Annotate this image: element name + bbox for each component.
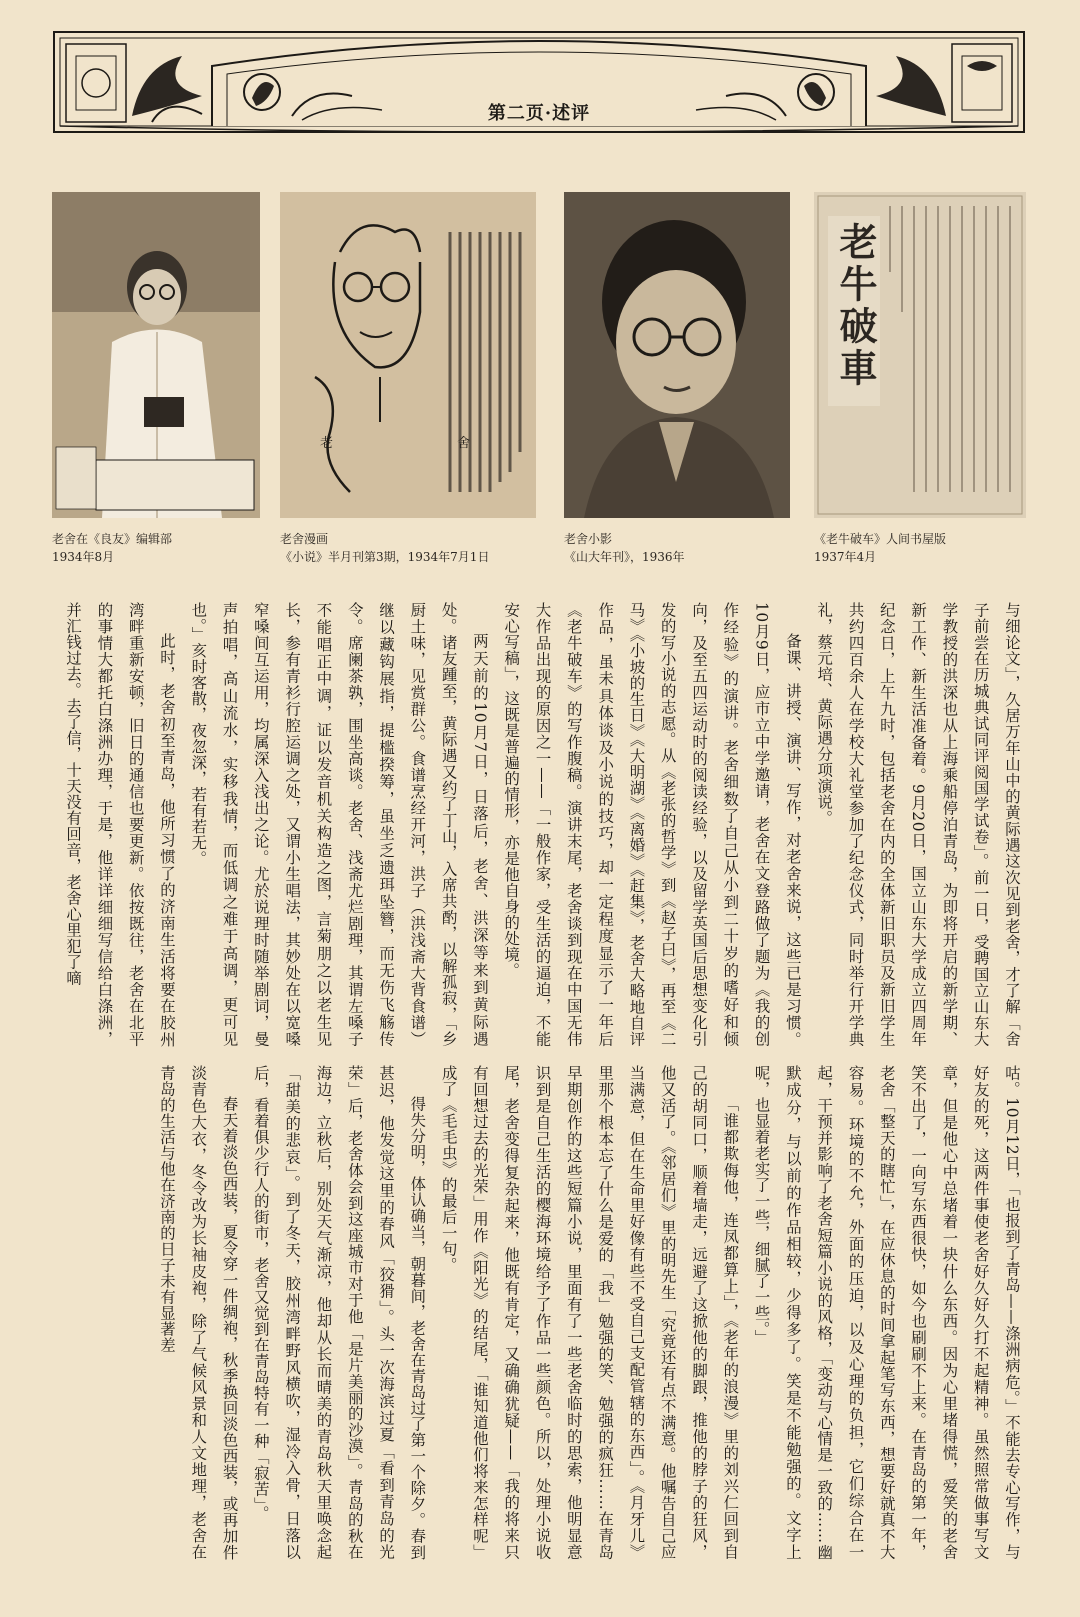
photo-laoshe-portrait (564, 192, 790, 518)
book-cover-title: 老牛破車 (833, 222, 878, 390)
photo-laoshe-liangyou (52, 192, 260, 518)
photo-laoshe-cartoon (280, 192, 536, 518)
photo-book-cover (814, 192, 1026, 518)
decorative-banner (52, 26, 1026, 138)
caption-photo-4: 《老牛破车》人间书屋版 1937年4月 (814, 532, 947, 564)
cartoon-label: 老 舍 (320, 436, 531, 451)
article-paragraph: 春天着淡色西装，夏令穿一件绸袍，秋季换回淡色西装，或再加件淡青色大衣，冬令改为长袖皮袍，除了气候风景和人文地理，老舍在青岛的生活与他在济南的日子未有显著差 (157, 1065, 239, 1560)
article-paragraph: 与细论文」，久居万年山中的黄际遇这次见到老舍，才了解「舍子前尝在历城典试同评阅国学试卷」。前一日，受聘国立山东大学教授的洪深也从上海乘船停泊青岛，为即将开启的新学期、新工作、新生活准备着。9月20日，国立山东大学成立四周年纪念日，上午九时，包括老舍在内的全体新旧职员及新旧学生共约四百余人在学校大礼堂参加了纪念仪式，同时举行开学典礼，蔡元培、黄际遇分项演说。 (815, 602, 1021, 1047)
article-paragraph: 得失分明，体认确当，朝暮间，老舍在青岛过了第一个除夕。春到甚迟，他发觉这里的春风「狡猾」。头一次海滨过夏「看到青岛的光荣」后，老舍体会到这座城市对于他「是片美丽的沙漠」。青岛的秋在海边，立秋后，别处天气渐凉，他却从长而晴美的青岛秋天里唤念起「甜美的悲哀」。到了冬天，胶州湾畔野风横吹，湿冷入骨，日落以后，看着俱少行人的街市，老舍又觉到在青岛特有一种「寂苦」。 (251, 1065, 427, 1560)
article-bottom-block (52, 1065, 1027, 1560)
caption-photo-1: 老舍在《良友》编辑部 1934年8月 (52, 532, 173, 564)
article-paragraph: 咕。10月12日，「也报到了青岛——涤洲病危。」不能去专心写作，与好友的死，这两件事使老舍好久好久打不起精神。虽然照常做事写文章，但是他心中总堵着一块什么东西。因为心里堵得慌，爱笑的老舍笑不出了，一向写东西很快，如今也刷刷不上来。在青岛的第一年，老舍「整天的瞎忙」，在应休息的时间拿起笔写东西，想要好就真不大容易。环境的不允，外面的压迫，以及心理的负担，它们综合在一起，干预并影响了老舍短篇小说的风格，「变动与心情是一致的……幽默成分，与以前的作品相较，少得多了。笑是不能勉强的。文字上呢，也显着老实了一些，细腻了一些。」 (752, 1065, 1021, 1560)
article-paragraph: 「谁都欺侮他，连凤都算上」，《老年的浪漫》里的刘兴仁回到自己的胡同口，顺着墙走，远避了这掀他的脚跟，推他的脖子的狂风，他又活了。《邻居们》里的明先生「究竟还有点不满意。他嘱告自己应当满意，但在生命里好像有些不受自己支配管辖的东西」。《月牙儿》里那个根本忘了什么是爱的「我」勉强的笑、勉强的疯狂……在青岛早期创作的这些短篇小说，里面有了一些老舍临时的思索，他明显意识到是自己生活的樱海环境给予了作品一些颜色。所以，处理小说收尾，老舍变得复杂起来，他既有肯定，又确确犹疑——「我的将来只有回想过去的光荣」用作《阳光》的结尾，「谁知道他们将来怎样呢」成了《毛毛虫》的最后一句。 (439, 1065, 740, 1560)
article-paragraph: 备课、讲授、演讲、写作，对老舍来说，这些已是习惯。10月9日，应市立中学邀请，老舍在文登路做了题为《我的创作经验》的演讲。老舍细数了自己从小到二十岁的嗜好和倾向，及至五四运动时的阅读经验，以及留学英国后思想变化引发的写小说的志愿。从《老张的哲学》到《赵子曰》，再至《二马》《小坡的生日》《大明湖》《离婚》《赶集》，老舍大略地自评作品，虽未具体谈及小说的技巧，却一定程度显示了一年后《老牛破车》的写作腹稿。演讲末尾，老舍谈到现在中国无伟大作品出现的原因之一——「一般作家，受生活的逼迫，不能安心写稿」，这既是普遍的情形，亦是他自身的处境。 (502, 602, 802, 1047)
caption-photo-3: 老舍小影 《山大年刊》，1936年 (564, 532, 685, 564)
page-title: 第二页·述评 (487, 103, 591, 124)
caption-photo-2: 老舍漫画 《小说》半月刊第3期，1934年7月1日 (280, 532, 490, 564)
article-paragraph: 此时，老舍初至青岛，他所习惯了的济南生活将要在胶州湾畔重新安顿，旧日的通信也要更新。依按既往，老舍在北平的事情大都托白涤洲办理，于是，他详详细细写信给白涤洲，并汇钱过去。去了信，十天没有回音，老舍心里犯了嘀 (64, 602, 176, 1047)
article-top-block (52, 602, 1027, 1047)
article-paragraph: 两天前的10月7日，日落后，老舍、洪深等来到黄际遇处。诸友踵至，黄际遇又约了丁山，入席共酌，以解孤寂，「乡厨土味，见赏群公。食谱烹经开河，洪子（洪浅斋大背食谱）继以藏钩展指，提槛揆筹，虽坐乏遗珥坠簪，而无伤飞觞传令。席阑茶孰，围坐高谈。老舍、浅斋尤烂剧理，其谓左嗓子不能唱正中调，证以发音机关构造之图，言菊朋之以老生见长，参有青衫行腔运调之处，又谓小生唱法，其妙处在以宽嗓窄嗓间互运用，均属深入浅出之论。尤於说理时随举剧词，曼声拍唱，高山流水，实移我情，而低调之难于高调，更可见也。」亥时客散，夜忽深，若有若无。 (189, 602, 489, 1047)
